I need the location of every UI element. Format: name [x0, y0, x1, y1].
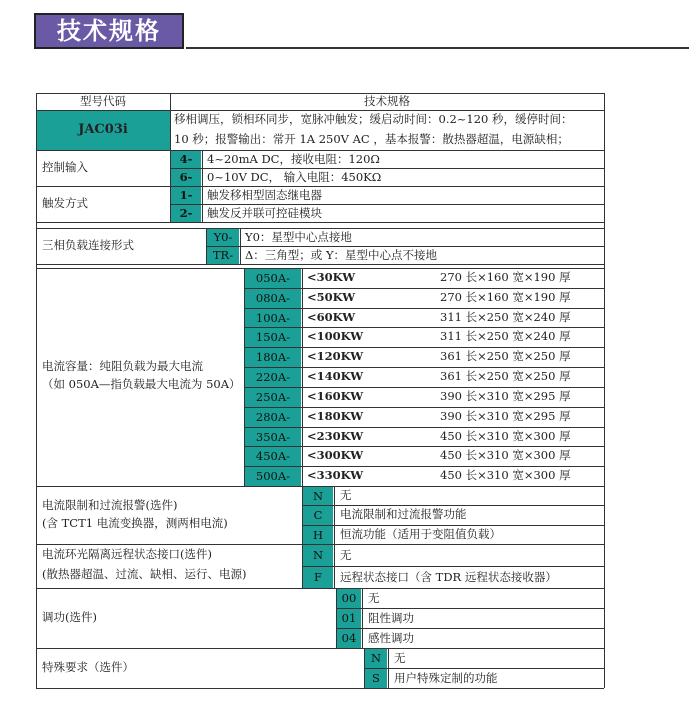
table-vline: [362, 588, 363, 648]
current-dimensions: 390 长×310 宽×295 厚: [440, 388, 571, 403]
power-adjust-code: 00: [337, 589, 361, 608]
table-hline: [302, 566, 604, 567]
current-code: 180A-: [245, 348, 301, 367]
table-hline: [244, 427, 604, 428]
current-power: <300KW: [307, 448, 364, 463]
control-option: 0~10V DC， 输入电阻：450KΩ: [207, 170, 382, 184]
connection-code: TR-: [207, 247, 239, 264]
special-code: S: [365, 669, 387, 688]
current-power: <30KW: [307, 270, 356, 284]
table-hline: [244, 367, 604, 368]
table-hline: [244, 446, 604, 447]
table-hline: [244, 387, 604, 388]
current-dimensions: 450 长×310 宽×300 厚: [440, 468, 571, 483]
table-hline: [244, 407, 604, 408]
remote-code: F: [303, 567, 333, 588]
col-header-model: 型号代码: [80, 94, 126, 108]
section-title: 技术规格: [34, 13, 184, 49]
power-adjust-label: 调功(选件): [42, 610, 97, 624]
special-option: 用户特殊定制的功能: [394, 671, 498, 685]
current-power: <160KW: [307, 388, 364, 403]
table-hline: [244, 347, 604, 348]
current-power: <230KW: [307, 428, 364, 443]
current-code: 450A-: [245, 447, 301, 466]
power-adjust-option: 阻性调功: [368, 611, 414, 625]
trigger-option: 触发反并联可控硅模块: [207, 206, 322, 220]
current-dimensions: 450 长×310 宽×300 厚: [440, 448, 571, 463]
control-input-label: 控制输入: [42, 160, 88, 174]
col-header-spec: 技术规格: [364, 94, 410, 108]
limit-option: 电流限制和过流报警功能: [340, 507, 467, 522]
power-adjust-option: 感性调功: [368, 631, 414, 645]
current-dimensions: 361 长×250 宽×250 厚: [440, 369, 571, 384]
connection-label: 三相负载连接形式: [42, 238, 134, 252]
table-hline: [302, 525, 604, 526]
trigger-label: 触发方式: [42, 196, 88, 210]
trigger-code: 1-: [171, 187, 201, 204]
special-code: N: [365, 649, 387, 668]
table-hline: [36, 264, 604, 265]
current-power: <330KW: [307, 468, 364, 483]
current-power: <50KW: [307, 289, 356, 304]
connection-option: Δ：三角型；或 Y：星型中心点不接地: [245, 248, 438, 262]
table-hline: [244, 288, 604, 289]
current-code: 080A-: [245, 289, 301, 308]
remote-option: 无: [340, 548, 352, 562]
current-code: 500A-: [245, 467, 301, 486]
power-adjust-option: 无: [368, 591, 380, 605]
model-code: JAC03i: [78, 122, 128, 137]
table-hline: [336, 608, 604, 609]
current-dimensions: 270 长×160 宽×190 厚: [440, 289, 571, 304]
current-code: 050A-: [245, 269, 301, 288]
current-code: 280A-: [245, 408, 301, 427]
remote-code: N: [303, 545, 333, 566]
remote-option: 远程状态接口（含 TDR 远程状态接收器）: [340, 570, 557, 584]
limit-option: 恒流功能（适用于变阻值负载）: [340, 526, 501, 541]
table-hline: [244, 466, 604, 467]
limit-code: N: [303, 487, 333, 505]
current-code: 350A-: [245, 428, 301, 447]
control-code: 4-: [171, 151, 201, 168]
table-hline: [302, 505, 604, 506]
table-hline: [336, 628, 604, 629]
table-hline: [364, 668, 604, 669]
current-dimensions: 361 长×250 宽×250 厚: [440, 349, 571, 364]
limit-code: H: [303, 526, 333, 544]
current-dimensions: 270 长×160 宽×190 厚: [440, 270, 571, 284]
current-power: <180KW: [307, 408, 364, 423]
current-power: <100KW: [307, 329, 364, 344]
current-power: <140KW: [307, 369, 364, 384]
power-adjust-code: 04: [337, 629, 361, 648]
current-code: 150A-: [245, 328, 301, 347]
current-power: <120KW: [307, 349, 364, 364]
special-label: 特殊要求（选件）: [42, 660, 134, 674]
table-vline: [302, 268, 303, 486]
remote-label-line1: 电流环光隔离远程状态接口(选件): [42, 547, 212, 561]
limit-option: 无: [340, 488, 352, 502]
control-code: 6-: [171, 169, 201, 186]
limit-label-line2: (含 TCT1 电流变换器，测两相电流): [42, 516, 228, 530]
trigger-option: 触发移相型固态继电器: [207, 188, 322, 202]
current-dimensions: 390 长×310 宽×295 厚: [440, 408, 571, 423]
current-dimensions: 450 长×310 宽×300 厚: [440, 428, 571, 443]
current-dimensions: 311 长×250 宽×240 厚: [440, 309, 571, 324]
model-description-line2: 10 秒；报警输出：常开 1A 250V AC ，基本报警：散热器超温，电源缺相；: [174, 132, 569, 146]
current-code: 100A-: [245, 309, 301, 328]
table-vline: [334, 486, 335, 588]
table-vline: [36, 93, 37, 688]
table-hline: [36, 648, 604, 649]
current-power: <60KW: [307, 309, 356, 324]
current-label-line1: 电流容量：纯阻负载为最大电流: [42, 359, 203, 373]
current-code: 250A-: [245, 388, 301, 407]
limit-code: C: [303, 506, 333, 524]
current-dimensions: 311 长×250 宽×240 厚: [440, 329, 571, 344]
table-vline: [240, 228, 241, 264]
current-code: 220A-: [245, 368, 301, 387]
table-hline: [36, 588, 604, 589]
power-adjust-code: 01: [337, 609, 361, 628]
table-hline: [36, 222, 604, 223]
model-description-line1: 移相调压，锁相环同步，宽脉冲触发；缓启动时间：0.2~120 秒，缓停时间：: [174, 112, 573, 126]
trigger-code: 2-: [171, 205, 201, 222]
control-option: 4~20mA DC，接收电阻：120Ω: [207, 152, 380, 166]
table-vline: [604, 93, 605, 688]
table-hline: [244, 308, 604, 309]
remote-label-line2: (散热器超温、过流、缺相、运行、电源): [42, 567, 247, 581]
limit-label-line1: 电流限制和过流报警(选件): [42, 498, 178, 512]
connection-option: Y0：星型中心点接地: [245, 230, 352, 244]
connection-code: Y0-: [207, 229, 239, 246]
special-option: 无: [394, 651, 406, 665]
table-hline: [244, 327, 604, 328]
table-hline: [36, 688, 604, 689]
current-label-line2: （如 050A—指负载最大电流为 50A）: [42, 377, 241, 391]
